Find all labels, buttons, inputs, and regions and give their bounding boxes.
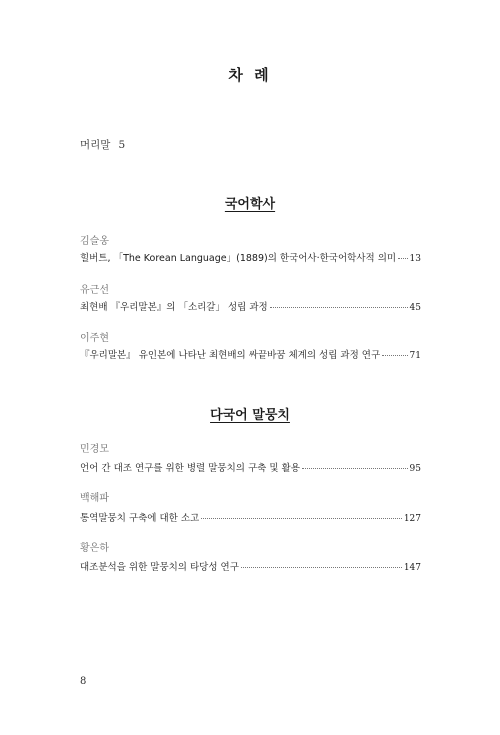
- leader-dots: [398, 258, 407, 259]
- entry-title: 『우리말본』 유인본에 나타난 최현배의 싸끝바꿈 체계의 성립 과정 연구: [80, 350, 381, 361]
- preface-page-number: 5: [118, 139, 126, 151]
- toc-entry: [80, 299, 421, 313]
- entry-title: 언어 간 대조 연구를 위한 병렬 말뭉치의 구축 및 활용: [80, 463, 300, 474]
- entry-page-number: 71: [409, 351, 421, 361]
- entry-author: 김슬옹: [80, 236, 109, 247]
- preface-entry: [80, 137, 125, 152]
- entry-author: 민경모: [80, 444, 109, 455]
- toc-entry: [80, 250, 421, 264]
- section-heading-korean-linguistics-history: 국어학사: [224, 197, 276, 212]
- toc-entry: [80, 460, 421, 474]
- entry-page-number: 147: [403, 563, 421, 573]
- leader-dots: [270, 307, 408, 308]
- toc-title: 차 례: [228, 66, 272, 84]
- entry-title: 힐버트, 「The Korean Language」(1889)의 한국어사·한국어학사적 의미: [80, 253, 397, 264]
- toc-entry: [80, 559, 421, 573]
- toc-entry: [80, 347, 421, 361]
- leader-dots: [302, 468, 408, 469]
- entry-page-number: 95: [409, 464, 421, 474]
- section-heading-multilingual-corpus: 다국어 말뭉치: [210, 408, 290, 423]
- entry-author: 백해파: [80, 493, 109, 504]
- leader-dots: [382, 355, 407, 356]
- entry-page-number: 13: [409, 254, 421, 264]
- entry-title: 통역말뭉치 구축에 대한 소고: [80, 513, 200, 524]
- leader-dots: [201, 518, 402, 519]
- entry-page-number: 45: [409, 303, 421, 313]
- entry-author: 이주현: [80, 333, 109, 344]
- preface-label: 머리말: [80, 139, 111, 151]
- entry-title: 대조분석을 위한 말뭉치의 타당성 연구: [80, 562, 239, 573]
- toc-entry: [80, 510, 421, 524]
- entry-page-number: 127: [403, 514, 421, 524]
- entry-title: 최현배 『우리말본』의 「소리갈」 성립 과정: [80, 302, 268, 313]
- entry-author: 유근선: [80, 285, 109, 296]
- entry-author: 황은하: [80, 543, 109, 554]
- page-folio-number: 8: [80, 676, 87, 687]
- leader-dots: [241, 567, 402, 568]
